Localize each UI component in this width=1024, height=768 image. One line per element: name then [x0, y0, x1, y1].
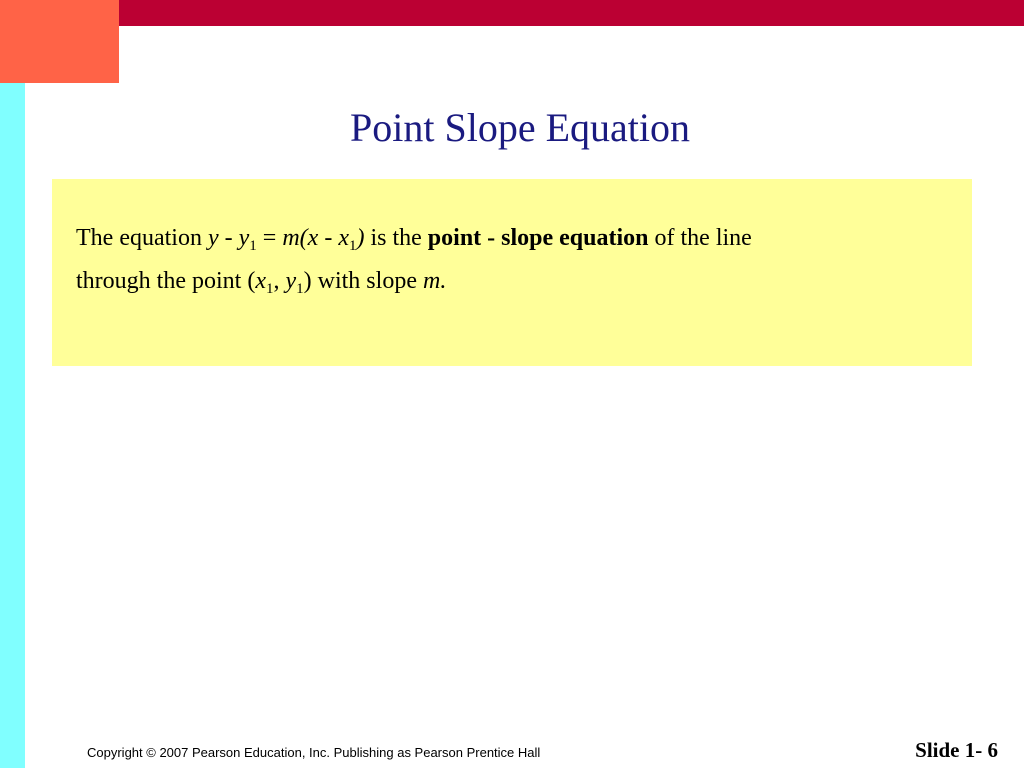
slope-variable: m: [422, 268, 441, 294]
definition-line-2: [76, 268, 446, 295]
footer-copyright: Copyright © 2007 Pearson Education, Inc. Publishing as Pearson Prentice Hall: [87, 745, 541, 760]
minus-sign: -: [318, 225, 339, 251]
minus-sign: -: [218, 225, 239, 251]
definition-box: [52, 179, 972, 366]
var-y1: y: [285, 268, 297, 294]
text-suffix: of the line: [648, 225, 752, 251]
var-x: x: [307, 225, 319, 251]
definition-line-1: [76, 225, 752, 252]
subscript: 1: [265, 281, 274, 297]
subscript: 1: [348, 238, 357, 254]
var-y: y: [207, 225, 219, 251]
close-paren: ): [356, 225, 365, 251]
text-mid: with slope: [311, 268, 423, 294]
text-mid: is the: [364, 225, 428, 251]
open-paren: (: [299, 225, 308, 251]
period: .: [440, 268, 447, 294]
defined-term: point - slope equation: [427, 225, 649, 251]
var-y1: y: [238, 225, 250, 251]
var-x1: x: [255, 268, 266, 294]
slide-number: Slide 1- 6: [915, 738, 998, 762]
left-accent-strip: [0, 83, 25, 768]
slide-title: Point Slope Equation: [350, 105, 690, 150]
subscript: 1: [296, 281, 304, 297]
var-m: m: [282, 225, 300, 251]
equals-sign: =: [256, 225, 283, 251]
text-prefix: through the point: [76, 268, 248, 294]
point-slope-formula: [207, 225, 365, 254]
top-accent-bar: [0, 0, 1024, 26]
text-prefix: The equation: [76, 225, 208, 251]
subscript: 1: [249, 238, 257, 254]
corner-accent-block: [0, 0, 119, 83]
var-x1: x: [338, 225, 349, 251]
comma: ,: [273, 268, 286, 294]
close-paren: ): [303, 268, 312, 294]
point-coordinates: [247, 268, 312, 297]
open-paren: (: [247, 268, 256, 294]
